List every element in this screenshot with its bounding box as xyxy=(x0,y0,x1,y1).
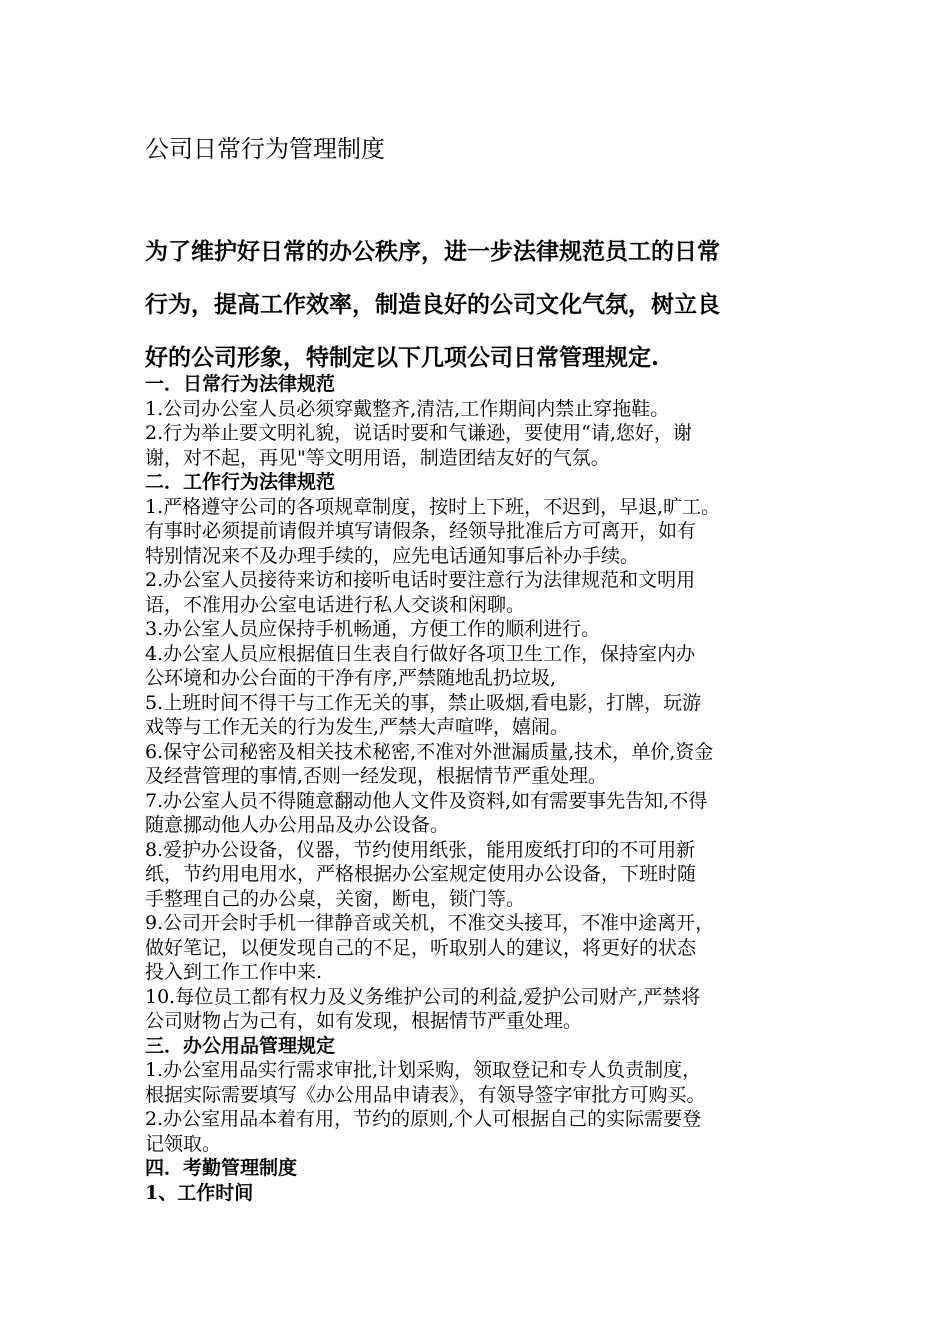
text-line: 2.行为举止要文明礼貌，说话时要和气谦逊，要使用“请,您好，谢 xyxy=(145,422,692,444)
text-line: 及经营管理的事情,否则一经发现，根据情节严重处理。 xyxy=(145,765,608,787)
document-body xyxy=(145,372,835,1205)
section-heading: 二．工作行为法律规范 xyxy=(145,471,336,493)
text-line: 3.办公室人员应保持手机畅通，方便工作的顺利进行。 xyxy=(145,618,601,640)
text-line: 记领取。 xyxy=(145,1132,222,1155)
section-heading: 1、工作时间 xyxy=(145,1181,254,1204)
text-line: 10.每位员工都有权力及义务维护公司的利益,爱护公司财产,严禁将 xyxy=(145,985,701,1008)
text-line: 根据实际需要填写《办公用品申请表》，有领导签字审批方可购买。 xyxy=(145,1083,706,1106)
text-line: 随意挪动他人办公用品及办公设备。 xyxy=(145,814,450,836)
text-line: 5.上班时间不得干与工作无关的事，禁止吸烟,看电影，打牌，玩游 xyxy=(145,691,702,714)
text-line: 公司财物占为己有，如有发现，根据情节严重处理。 xyxy=(145,1010,583,1032)
text-line: 特别情况来不及办理手续的，应先电话通知事后补办手续。 xyxy=(145,544,640,567)
text-line: 1.公司办公室人员必须穿戴整齐,清洁,工作期间内禁止穿拖鞋。 xyxy=(145,397,670,420)
text-line: 语，不准用办公室电话进行私人交谈和闲聊。 xyxy=(145,593,526,616)
intro-line: 为了维护好日常的办公秩序，进一步法律规范员工的日常 xyxy=(145,238,720,265)
text-line: 2.办公室人员接待来访和接听电话时要注意行为法律规范和文明用 xyxy=(145,569,696,591)
text-line: 8.爱护办公设备，仪器，节约使用纸张，能用废纸打印的不可用新 xyxy=(145,838,696,861)
text-line: 1.办公室用品实行需求审批,计划采购，领取登记和专人负责制度， xyxy=(145,1059,702,1081)
section-heading: 一．日常行为法律规范 xyxy=(145,373,336,395)
text-line: 谢，对不起，再见"等文明用语，制造团结友好的气氛。 xyxy=(145,446,610,469)
text-line: 纸，节约用电用水，严格根据办公室规定使用办公设备，下班时随 xyxy=(145,863,697,885)
text-line: 7.办公室人员不得随意翻动他人文件及资料,如有需要事先告知,不得 xyxy=(145,789,708,812)
text-line: 6.保守公司秘密及相关技术秘密,不准对外泄漏质量,技术，单价,资金 xyxy=(145,740,714,763)
intro-line: 好的公司形象，特制定以下几项公司日常管理规定. xyxy=(145,344,660,371)
text-line: 9.公司开会时手机一律静音或关机，不准交头接耳，不准中途离开， xyxy=(145,912,715,934)
text-line: 手整理自己的办公桌，关窗，断电，锁门等。 xyxy=(145,887,526,910)
document-title: 公司日常行为管理制度 xyxy=(145,135,385,163)
text-line: 戏等与工作无关的行为发生,严禁大声喧哗，嬉闹。 xyxy=(145,716,570,738)
intro-line: 行为，提高工作效率，制造良好的公司文化气氛，树立良 xyxy=(145,291,720,318)
intro-paragraph xyxy=(145,225,825,384)
text-line: 2.办公室用品本着有用，节约的原则,个人可根据自己的实际需要登 xyxy=(145,1108,702,1130)
text-line: 公环境和办公台面的干净有序,严禁随地乱扔垃圾, xyxy=(145,667,557,689)
text-line: 有事时必须提前请假并填写请假条，经领导批准后方可离开，如有 xyxy=(145,520,697,542)
text-line: 做好笔记，以便发现自己的不足，听取别人的建议，将更好的状态 xyxy=(145,936,697,959)
section-heading: 三．办公用品管理规定 xyxy=(145,1034,336,1057)
section-heading: 四．考勤管理制度 xyxy=(145,1157,298,1179)
text-line: 投入到工作工作中来. xyxy=(145,961,323,983)
text-line: 1.严格遵守公司的各项规章制度，按时上下班，不迟到，早退,旷工。 xyxy=(145,495,721,518)
text-line: 4.办公室人员应根据值日生表自行做好各项卫生工作，保持室内办 xyxy=(145,642,696,665)
